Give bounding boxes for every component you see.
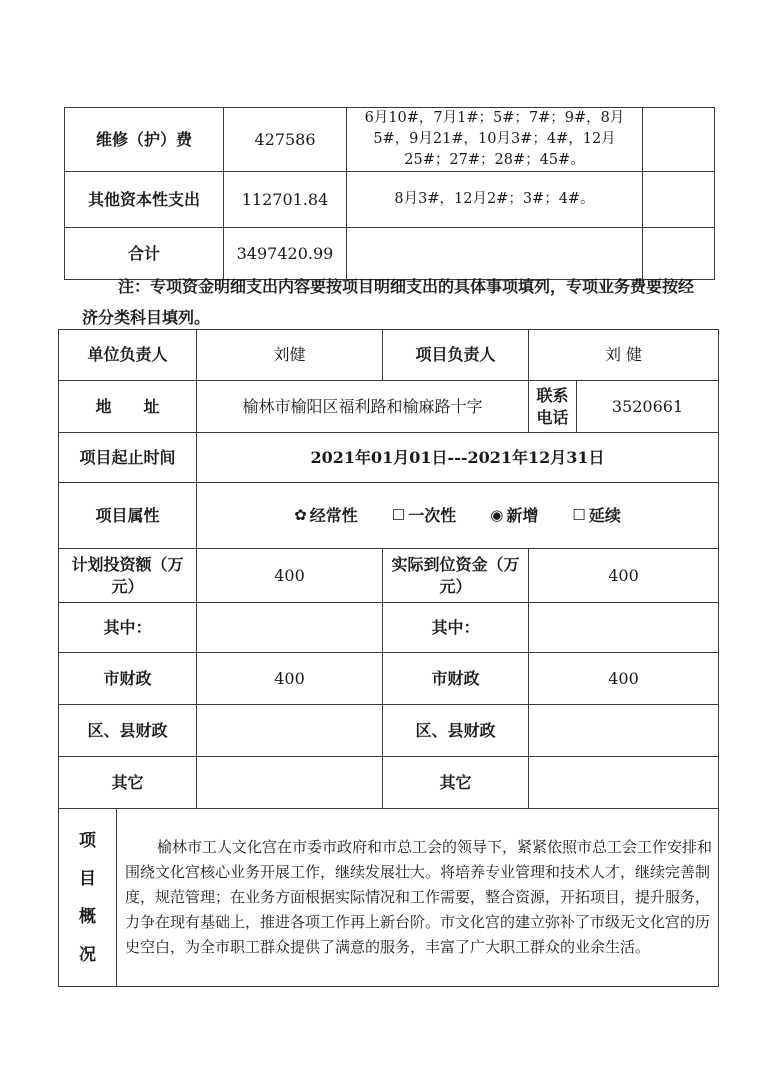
summary-label: 项 目 概 况 xyxy=(59,809,117,987)
table-row xyxy=(59,603,719,653)
expense-amount: 112701.84 xyxy=(224,172,347,228)
table-row xyxy=(59,757,719,809)
period-label: 项目起止时间 xyxy=(59,433,197,483)
table-row xyxy=(59,653,719,705)
actual-value: 400 xyxy=(529,549,719,603)
expense-label: 维修（护）费 xyxy=(65,108,224,172)
period-value: 2021年01月01日---2021年12月31日 xyxy=(197,433,719,483)
attr-label: 项目属性 xyxy=(59,483,197,549)
flower-icon: ✿ xyxy=(294,506,307,525)
unit-head-label: 单位负责人 xyxy=(59,330,197,381)
empty-cell xyxy=(529,705,719,757)
other-label: 其它 xyxy=(59,757,197,809)
empty-cell xyxy=(197,603,383,653)
of-which-right: 其中： xyxy=(383,603,529,653)
address-value: 榆林市榆阳区福利路和榆麻路十字 xyxy=(197,381,529,433)
table-row xyxy=(59,483,719,549)
city-finance-value: 400 xyxy=(197,653,383,705)
empty-cell xyxy=(643,108,715,172)
table-row xyxy=(59,330,719,381)
table-row xyxy=(59,809,719,987)
table-row xyxy=(65,172,715,228)
expense-amount: 427586 xyxy=(224,108,347,172)
phone-label: 联系电话 xyxy=(529,381,577,433)
attr-continued[interactable]: ☐ 延续 xyxy=(572,505,621,525)
summary-text: 榆林市工人文化宫在市委市政府和市总工会的领导下，紧紧依照市总工会工作安排和围绕文化宫核心业务开展工作，继续发展壮大。将培养专业管理和技术人才，继续完善制度，规范管理；在业务方面根据实际情况和工作需要，整合资源，开拓项目，提升服务，力争在现有基础上，推进各项工作再上新台阶。市文化宫的建立弥补了市级无文化宫的历史空白，为全市职工群众提供了满意的服务，丰富了广大职工群众的业余生活。 xyxy=(117,809,719,987)
table-row xyxy=(59,705,719,757)
phone-value: 3520661 xyxy=(577,381,719,433)
actual-label: 实际到位资金（万元） xyxy=(383,549,529,603)
radio-selected-icon: ◉ xyxy=(490,506,504,525)
note-text: 注：专项资金明细支出内容要按项目明细支出的具体事项填列，专项业务费要按经济分类科目填列。 xyxy=(82,277,695,327)
empty-cell xyxy=(529,757,719,809)
project-head-value: 刘 健 xyxy=(529,330,719,381)
attr-one-time[interactable]: ☐ 一次性 xyxy=(391,505,457,525)
of-which-left: 其中： xyxy=(59,603,197,653)
expense-detail: 8月3#，12月2#；3#；4#。 xyxy=(347,172,643,228)
table-row xyxy=(65,108,715,172)
empty-cell xyxy=(197,705,383,757)
county-finance-label: 区、县财政 xyxy=(59,705,197,757)
plan-label: 计划投资额（万元） xyxy=(59,549,197,603)
address-label: 地 址 xyxy=(59,381,197,433)
empty-cell xyxy=(197,757,383,809)
other-label: 其它 xyxy=(383,757,529,809)
project-table xyxy=(58,329,719,987)
attr-new[interactable]: ◉ 新增 xyxy=(490,505,539,525)
plan-value: 400 xyxy=(197,549,383,603)
table-row xyxy=(59,549,719,603)
expense-table xyxy=(64,107,715,280)
city-finance-value: 400 xyxy=(529,653,719,705)
table-row xyxy=(59,381,719,433)
attr-regular[interactable]: ✿ 经常性 xyxy=(294,505,358,525)
city-finance-label: 市财政 xyxy=(383,653,529,705)
checkbox-icon: ☐ xyxy=(391,506,406,525)
checkbox-icon: ☐ xyxy=(572,506,586,525)
expense-label: 合计 xyxy=(65,228,224,280)
county-finance-label: 区、县财政 xyxy=(383,705,529,757)
expense-label: 其他资本性支出 xyxy=(65,172,224,228)
unit-head-value: 刘健 xyxy=(197,330,383,381)
empty-cell xyxy=(529,603,719,653)
project-head-label: 项目负责人 xyxy=(383,330,529,381)
expense-detail: 6月10#，7月1#；5#；7#；9#，8月5#，9月21#，10月3#；4#，12月25#；27#；28#；45#。 xyxy=(347,108,643,172)
attr-options xyxy=(197,483,719,549)
empty-cell xyxy=(643,172,715,228)
expense-amount: 3497420.99 xyxy=(224,228,347,280)
table-row xyxy=(59,433,719,483)
city-finance-label: 市财政 xyxy=(59,653,197,705)
